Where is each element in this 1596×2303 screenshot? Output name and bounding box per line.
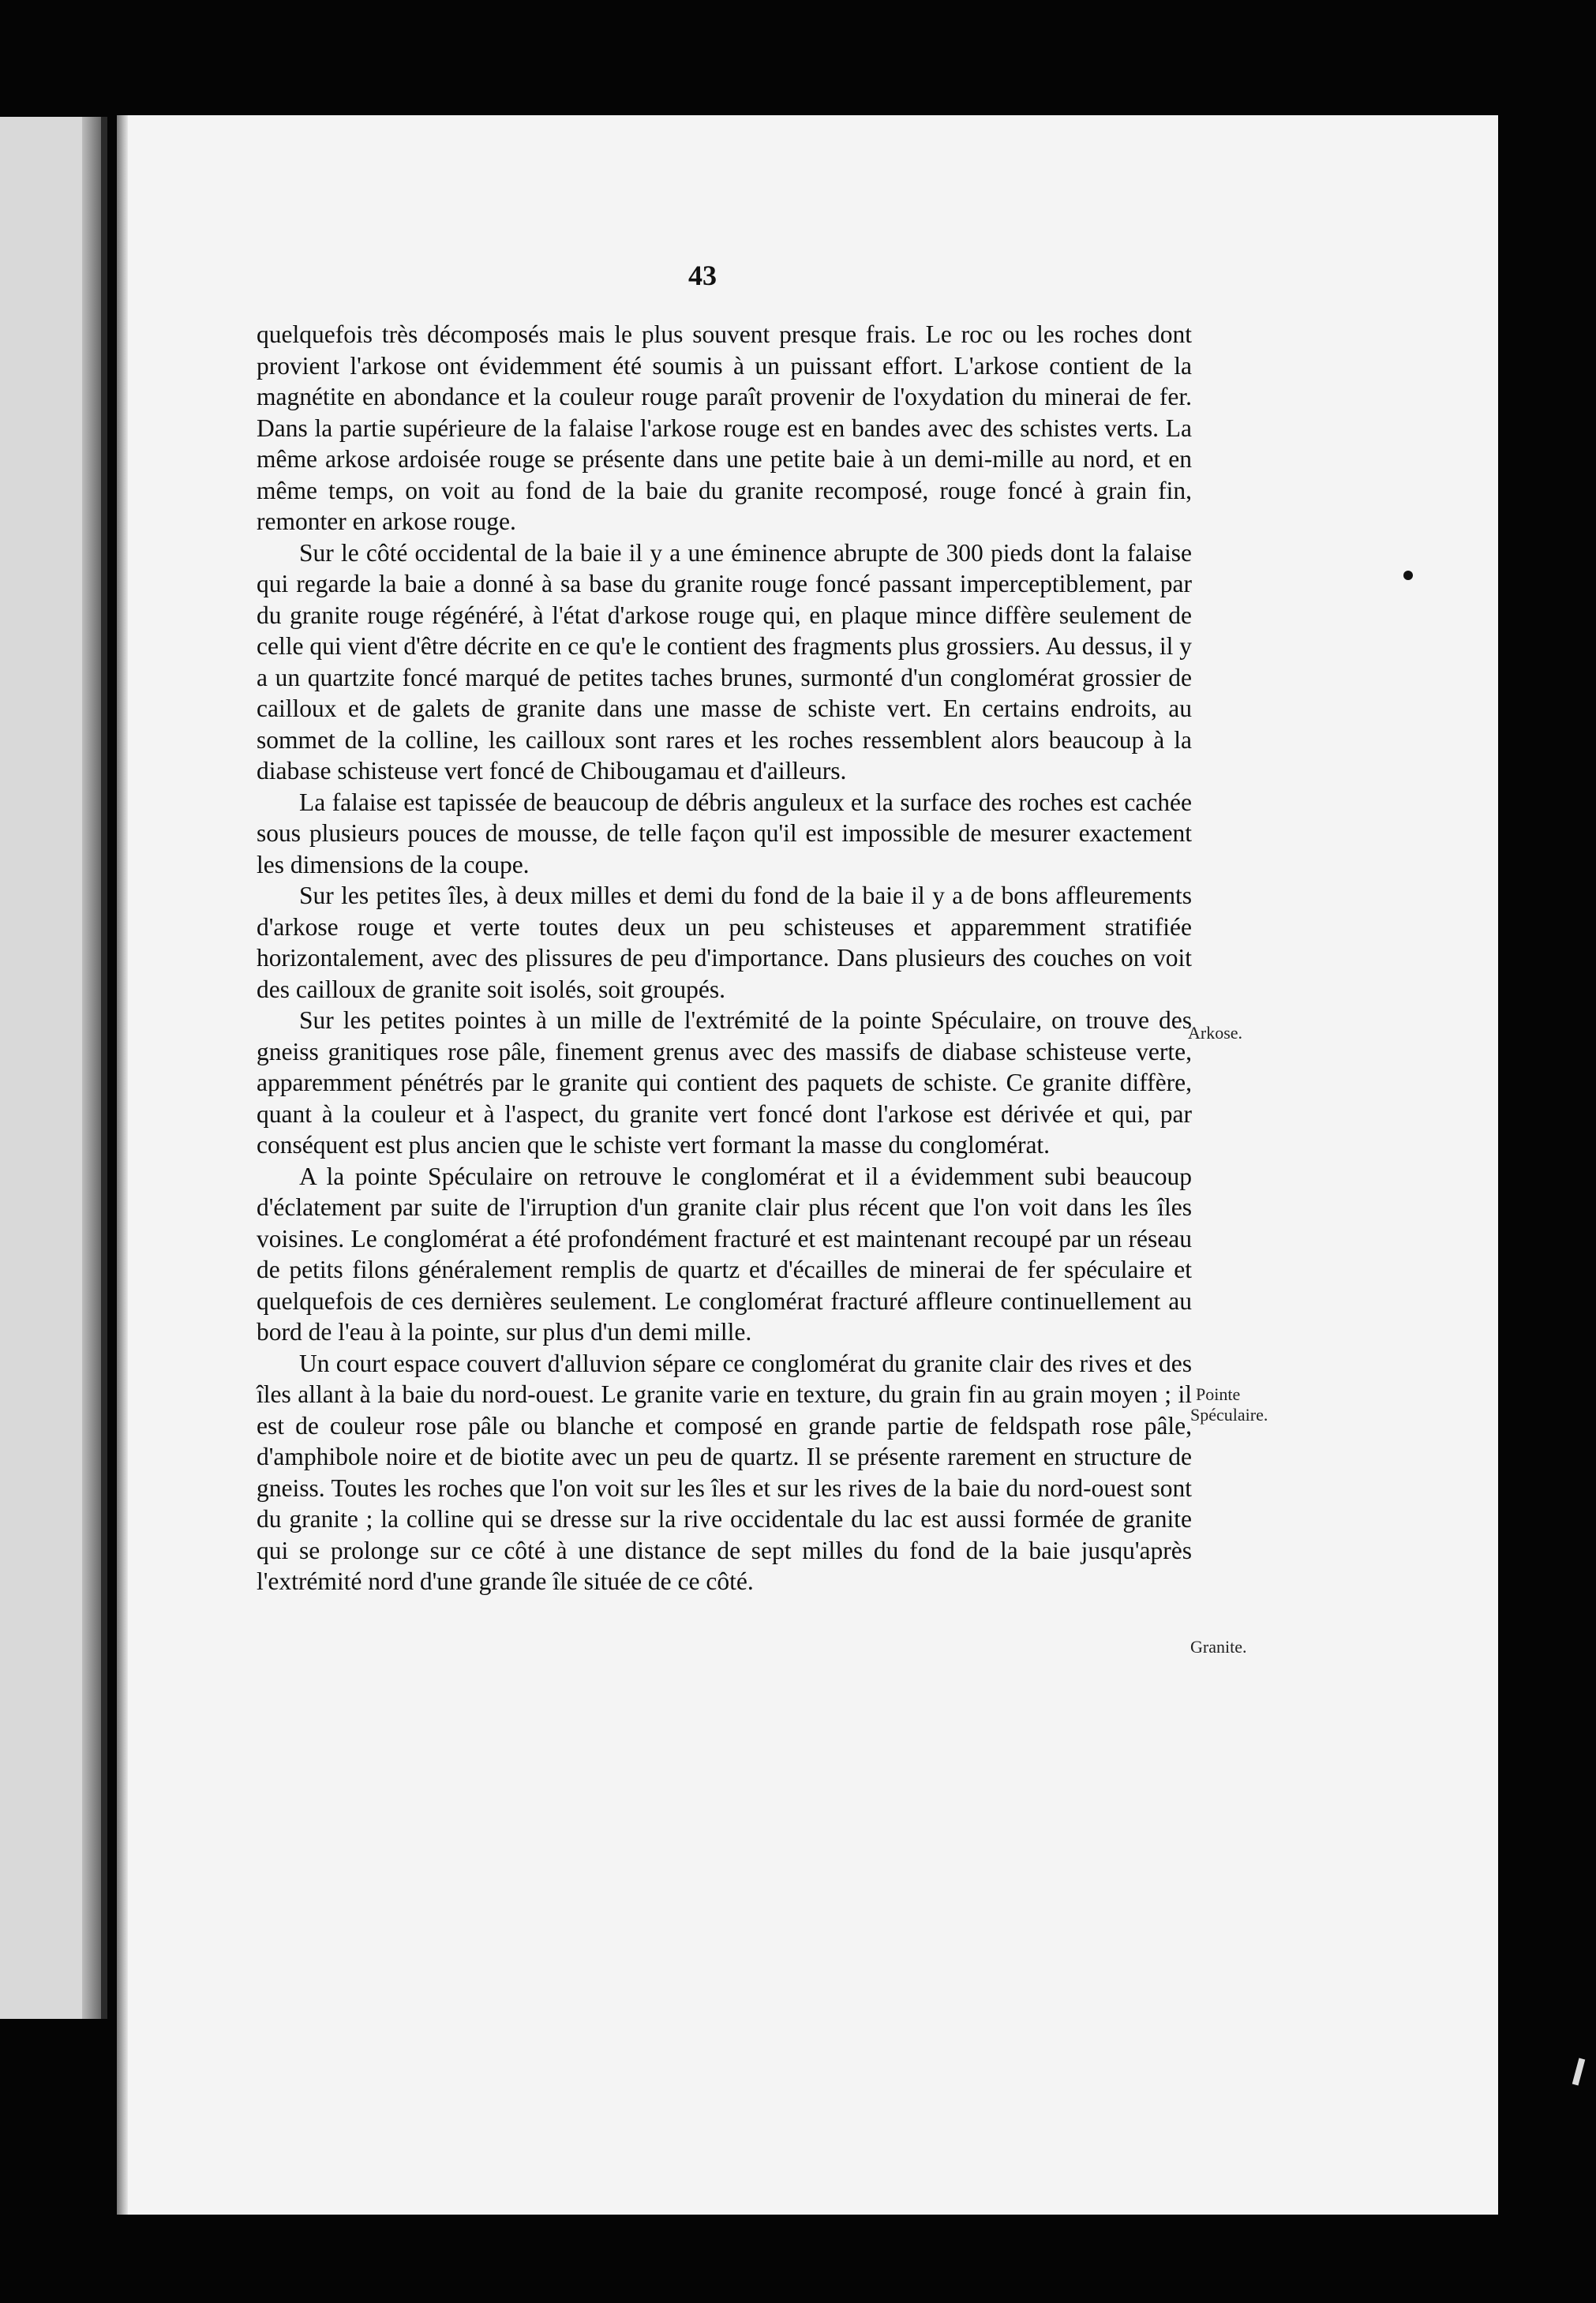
- binding-shadow: [82, 117, 101, 2019]
- page-number: 43: [688, 260, 717, 291]
- paragraph-4: Sur les petites îles, à deux milles et demi du fond de la baie il y a de bons affleurements d'arkose rouge et verte toutes deux un peu schisteuses et apparemment stratifiée horizontalement, avec des plissures de peu d'importance. Dans plusieurs des couches on voit des cailloux de granite soit isolés, soit groupés.: [257, 882, 1192, 1003]
- paragraph-1: quelquefois très décomposés mais le plus souvent presque frais. Le roc ou les roches dont provient l'arkose ont évidemment été soumis à un puissant effort. L'arkose contient de la magnétite en abondance et la couleur rouge paraît provenir de l'oxydation du minerai de fer. Dans la partie supérieure de la falaise l'arkose rouge est en bandes avec des schistes verts. La même arkose ardoisée rouge se présente dans une petite baie à un demi-mille au nord, et en même temps, on voit au fond de la baie du granite recomposé, rouge foncé à grain fin, remonter en arkose rouge.: [257, 320, 1192, 535]
- paragraph-7: Un court espace couvert d'alluvion sépare ce conglomérat du granite clair des rives et des îles allant à la baie du nord-ouest. Le granite varie en texture, du grain fin au grain moyen ; il est de couleur rose pâle ou blanche et composé en grande partie de feldspath rose pâle, d'amphibole noire et de biotite avec un peu de quartz. Il se présente rarement en structure de gneiss. Toutes les roches que l'on voit sur les îles et sur les rives de la baie du nord-ouest sont du granite ; la colline qui se dresse sur la rive occidentale du lac est aussi formée de granite qui se prolonge sur ce côté à une distance de sept milles du fond de la baie jusqu'après l'extrémité nord d'une grande île située de ce côté.: [257, 1349, 1192, 1595]
- body-text: [257, 319, 1192, 1597]
- facing-page-edge: [0, 117, 107, 2019]
- paragraph-5: Sur les petites pointes à un mille de l'extrémité de la pointe Spéculaire, on trouve des gneiss granitiques rose pâle, finement grenus avec des massifs de diabase schisteuse verte, apparemment pénétrés par le granite qui contient des paquets de schiste. Ce granite diffère, quant à la couleur et à l'aspect, du granite vert foncé dont l'arkose est dérivée et qui, par conséquent est plus ancien que le schiste vert formant la masse du conglomérat.: [257, 1006, 1192, 1159]
- page-gutter-shadow: [117, 115, 128, 2215]
- margin-note-arkose: Arkose.: [1188, 1023, 1243, 1043]
- paragraph-6: A la pointe Spéculaire on retrouve le conglomérat et il a évidemment subi beaucoup d'éclatement par suite de l'irruption d'un granite clair plus récent que l'on voit dans les îles voisines. Le conglomérat a été profondément fracturé et est maintenant recoupé par un réseau de petits filons généralement remplis de quartz et d'écailles de minerai de fer spéculaire et quelquefois de ces dernières seulement. Le conglomérat fracturé affleure continuellement au bord de l'eau à la pointe, sur plus d'un demi mille.: [257, 1162, 1192, 1346]
- margin-note-speculaire: Spéculaire.: [1190, 1405, 1268, 1425]
- paragraph-2: Sur le côté occidental de la baie il y a une éminence abrupte de 300 pieds dont la falaise qui regarde la baie a donné à sa base du granite rouge foncé passant imperceptiblement, par du granite rouge régénéré, à l'état d'arkose rouge qui, en plaque mince diffère seulement de celle qui vient d'être décrite en ce qu'e le contient des fragments plus grossiers. Au dessus, il y a un quartzite foncé marqué de petites taches brunes, surmonté d'un conglomérat grossier de cailloux et de galets de granite dans une masse de schiste vert. En certains endroits, au sommet de la colline, les cailloux sont rares et les roches ressemblent alors beaucoup à la diabase schisteuse vert foncé de Chibougamau et d'ailleurs.: [257, 538, 1192, 785]
- ink-speck: [1403, 571, 1413, 580]
- scan-artifact-mark: [1572, 2058, 1586, 2086]
- paragraph-3: La falaise est tapissée de beaucoup de débris anguleux et la surface des roches est cachée sous plusieurs pouces de mousse, de telle façon qu'il est impossible de mesurer exactement les dimensions de la coupe.: [257, 788, 1192, 878]
- margin-note-granite: Granite.: [1190, 1637, 1247, 1657]
- margin-note-pointe: Pointe: [1196, 1384, 1241, 1404]
